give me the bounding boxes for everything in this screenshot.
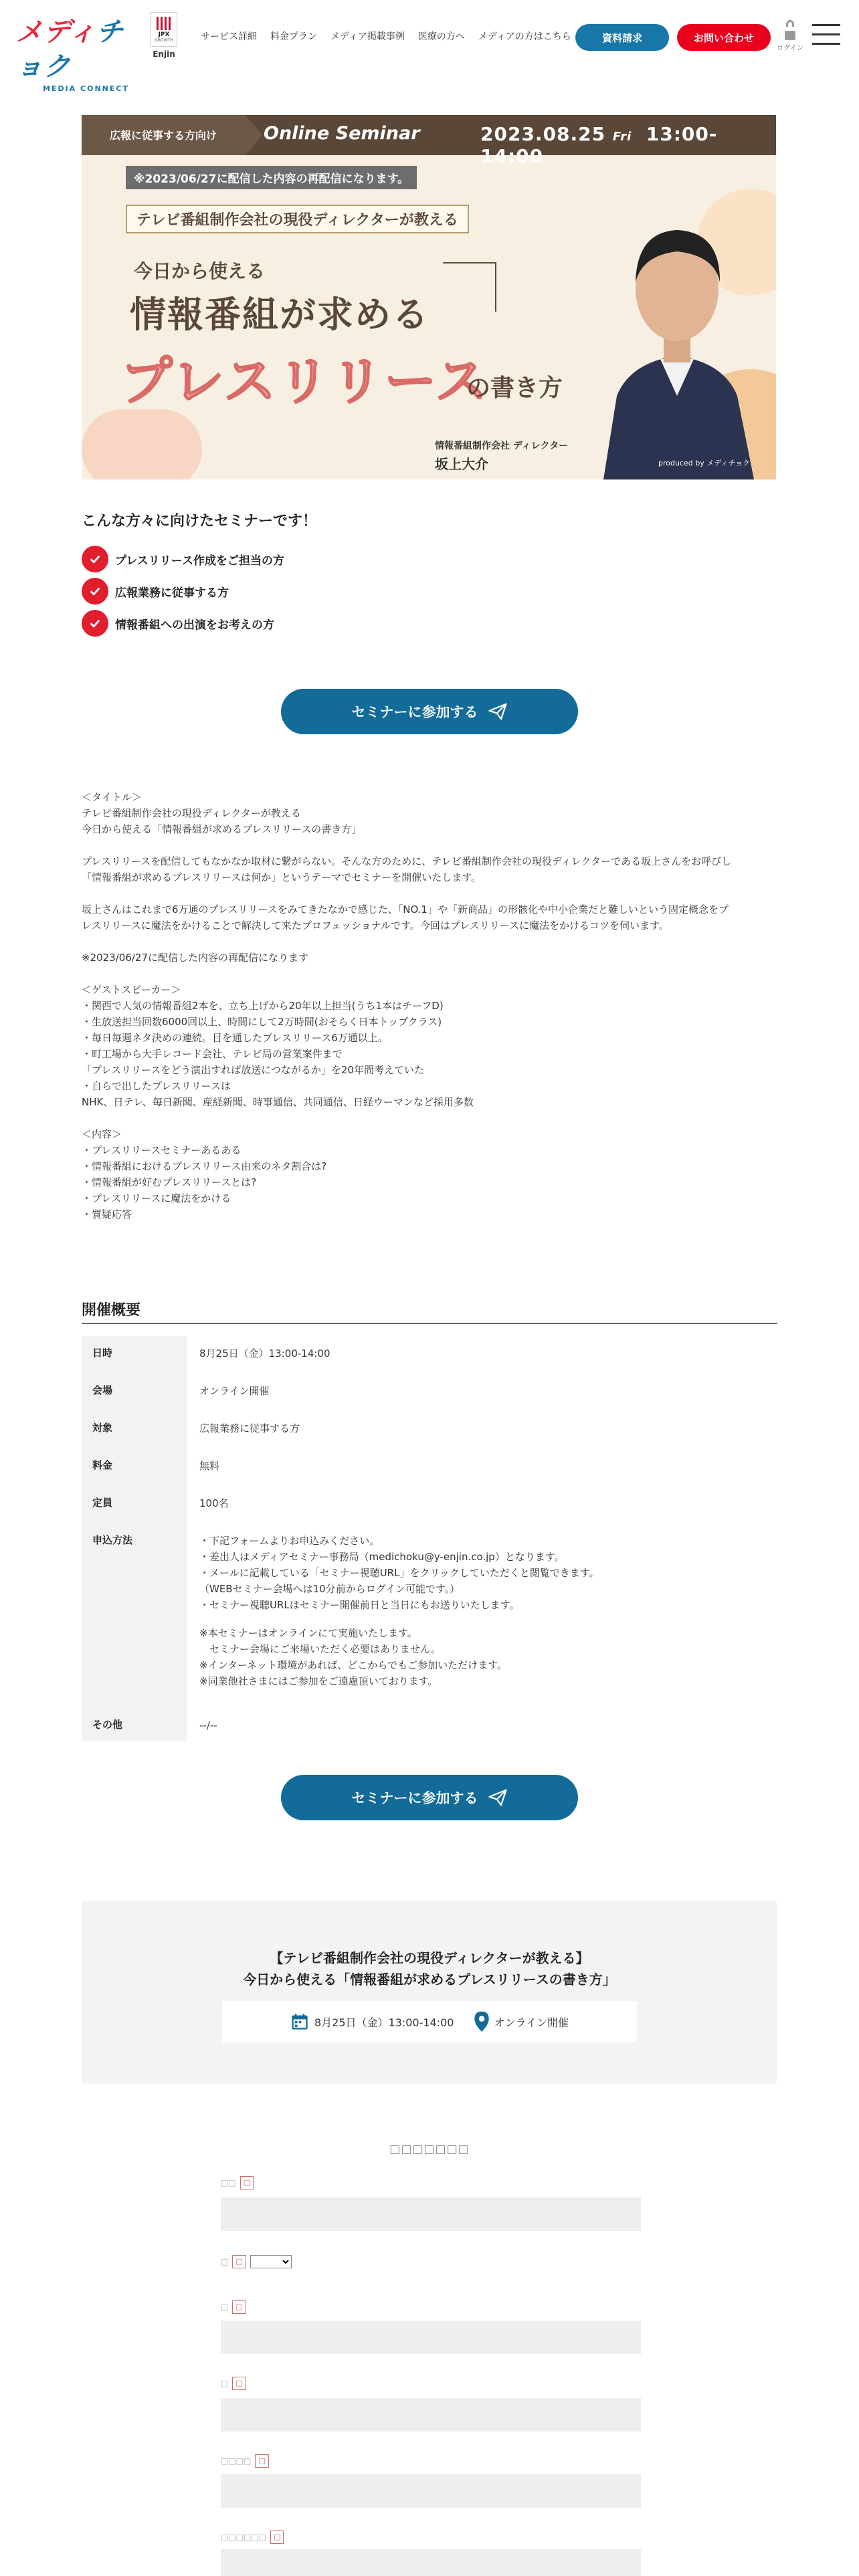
form-input-3[interactable] (221, 2398, 641, 2432)
check-icon (82, 610, 108, 637)
partner-logo (149, 12, 179, 63)
check-icon (82, 546, 108, 572)
login-label: ログイン (777, 45, 803, 52)
form-input-1[interactable] (221, 2197, 641, 2231)
form-title: □□□□□□□ (389, 2143, 470, 2156)
form-label: □ □ (221, 2377, 246, 2390)
banner-title-line3: プレスリリース (120, 352, 489, 412)
calendar-icon (290, 2012, 309, 2031)
decor-blob (82, 409, 202, 479)
summary-date: 8月25日（金）13:00-14:00 (290, 2012, 454, 2031)
banner-title-line1: 今日から使える (134, 260, 266, 282)
form-label: □ □ (221, 2300, 246, 2314)
divider (82, 1323, 777, 1324)
paper-plane-icon (488, 702, 508, 722)
banner-audience-tag: 広報に従事する方向け (110, 129, 217, 142)
banner-online-label: Online Seminar (264, 123, 420, 144)
nav-cases[interactable]: メディア掲載事例 (330, 31, 405, 42)
form-label: □□□□□□ □ (221, 2531, 284, 2544)
list-item: プレスリリース作成をご担当の方 (82, 543, 284, 575)
target-list (82, 543, 284, 639)
form-select[interactable] (250, 2255, 292, 2268)
logo-wordmark: メディチョク (16, 17, 124, 82)
nav-media[interactable]: メディアの方はこちら (478, 31, 571, 42)
required-badge: □ (270, 2531, 284, 2544)
speaker-photo (590, 195, 764, 479)
required-badge: □ (232, 2255, 246, 2268)
partner-name: Enjin (153, 49, 175, 59)
required-badge: □ (255, 2454, 268, 2468)
join-seminar-button[interactable]: セミナーに参加する (281, 689, 578, 734)
seminar-banner (82, 115, 776, 479)
table-row: 会場 オンライン開催 (82, 1374, 777, 1411)
logo-subtitle: MEDIA CONNECT (43, 84, 129, 93)
form-input-4[interactable] (221, 2474, 641, 2508)
table-row: 申込方法 ・下記フォームよりお申込みください。 ・差出人はメディアセミナー事務局（medichoku@y-enjin.co.jp）となります。 ・メールに記載している「セミナー視聴URL」をクリックしていただくと閲覧できます。 （WEBセミナー会場へは10分前からログイン可能です。） ・セミナー視聴URLはセミナー開催前日と当日にもお送りいたします。 ※本セミナーはオンラインにて実施いたします。 セミナー会場にご来場いただく必要はありません。 ※インターネット環境があれば、どこからでもご参加いただけます。 ※同業他社さまにはご参加をご遠慮頂いております。 (82, 1523, 777, 1708)
form-input-2[interactable] (221, 2321, 641, 2354)
table-row: 料金 無料 (82, 1448, 777, 1486)
apply-method: ・下記フォームよりお申込みください。 ・差出人はメディアセミナー事務局（medichoku@y-enjin.co.jp）となります。 ・メールに記載している「セミナー視聴URL」をクリックしていただくと閲覧できます。 （WEBセミナー会場へは10分前からログイン可能です。） ・セミナー視聴URLはセミナー開催前日と当日にもお送りいたします。 ※本セミナーはオンラインにて実施いたします。 セミナー会場にご来場いただく必要はありません。 ※インターネット環境があれば、どこからでもご参加いただけます。 ※同業他社さまにはご参加をご遠慮頂いております。 (199, 1535, 599, 1687)
paper-plane-icon (488, 1788, 508, 1808)
menu-icon[interactable] (812, 24, 842, 48)
table-row: その他 --/-- (82, 1708, 777, 1741)
banner-title-line2: 情報番組が求める (130, 294, 430, 336)
form-label: □ □ (221, 2255, 292, 2268)
summary-title-1: 【テレビ番組制作会社の現役ディレクターが教える】 (270, 1950, 589, 1966)
nav-medical[interactable]: 医療の方へ (417, 31, 465, 42)
summary-title-2: 今日から使える「情報番組が求めるプレスリリースの書き方」 (243, 1971, 616, 1988)
required-badge: □ (240, 2176, 254, 2189)
site-header (0, 0, 859, 93)
table-row: 対象 広報業務に従事する方 (82, 1411, 777, 1448)
nav-service[interactable]: サービス詳細 (201, 31, 257, 42)
join-seminar-button-bottom[interactable]: セミナーに参加する (281, 1775, 578, 1820)
list-item: 情報番組への出演をお考えの方 (82, 607, 284, 639)
lock-icon (786, 20, 794, 27)
form-input-5[interactable] (221, 2549, 641, 2576)
banner-credit: produced by メディチョク (658, 459, 751, 467)
seminar-summary (82, 1901, 777, 2084)
form-label: □□ □ (221, 2176, 254, 2189)
jpx-icon (157, 17, 171, 30)
banner-title-suffix: の書き方 (466, 374, 563, 402)
login-button[interactable] (776, 20, 804, 58)
table-row: 定員 100名 (82, 1486, 777, 1523)
seminar-description: ＜タイトル＞ テレビ番組制作会社の現役ディレクターが教える 今日から使える「情報番組が求めるプレスリリースの書き方」 プレスリリースを配信してもなかなか取材に繋がらない。そんな方のために、テレビ番組制作会社の現役ディレクターである坂上さんをお呼びし 「情報番組が求めるプレスリリースは何か」というテーマでセミナーを開催いたします。 坂上さんはこれまで6万通のプレスリリースをみてきたなかで感じた、「NO.1」や「新商品」の形骸化や中小企業だと難しいという固定概念をプ レスリリースに魔法をかけることで解決して来たプロフェッショナルです。今回はプレスリリースに魔法をかけるコツを伺います。 ※2023/06/27に配信した内容の再配信になります ＜ゲストスピーカー＞ ・関西で人気の情報番組2本を、立ち上げから20年以上担当(うち1本はチーフD) ・生放送担当回数6000回以上、時間にして2万時間(おそらく日本トップクラス) ・毎日毎週ネタ決めの連続。目を通したプレスリリース6万通以上。 ・町工場から大手レコード会社、テレビ局の営業案件まで 「プレスリリースをどう演出すれば放送につながるか」を20年間考えていた ・自らで出したプレスリリースは NHK、日テレ、毎日新聞、産経新聞、時事通信、共同通信、日経ウーマンなど採用多数 ＜内容＞ ・プレスリリースセミナーあるある ・情報番組におけるプレスリリース由来のネタ割合は? ・情報番組が好むプレスリリースとは? ・プレスリリースに魔法をかける ・質疑応答 (82, 791, 732, 1220)
main-nav (201, 29, 571, 43)
outline-heading: 開催概要 (82, 1302, 141, 1319)
form-label: □□□□ □ (221, 2454, 269, 2468)
contact-button[interactable]: お問い合わせ (677, 24, 771, 51)
check-icon (82, 578, 108, 605)
table-row: 日時 8月25日（金）13:00-14:00 (82, 1336, 777, 1374)
banner-rebroadcast-note: ※2023/06/27に配信した内容の再配信になります。 (126, 166, 417, 189)
target-heading: こんな方々に向けたセミナーです！ (82, 513, 318, 530)
location-pin-icon (474, 2012, 489, 2032)
jpx-badge: JPX GROWTH (151, 12, 177, 47)
request-docs-button[interactable]: 資料請求 (575, 24, 669, 51)
banner-subtitle: テレビ番組制作会社の現役ディレクターが教える (126, 205, 469, 233)
speaker-role: 情報番組制作会社 ディレクター (435, 441, 569, 451)
nav-pricing[interactable]: 料金プラン (270, 31, 317, 42)
banner-date: 2023.08.25 Fri 13:00-14:00 (480, 123, 718, 167)
required-badge: □ (232, 2377, 246, 2390)
required-badge: □ (232, 2300, 246, 2314)
list-item: 広報業務に従事する方 (82, 575, 284, 607)
speaker-name: 坂上大介 (435, 456, 488, 472)
summary-details (222, 2001, 637, 2042)
site-logo[interactable] (16, 15, 143, 93)
summary-venue: オンライン開催 (474, 2012, 569, 2032)
outline-table (82, 1336, 777, 1741)
